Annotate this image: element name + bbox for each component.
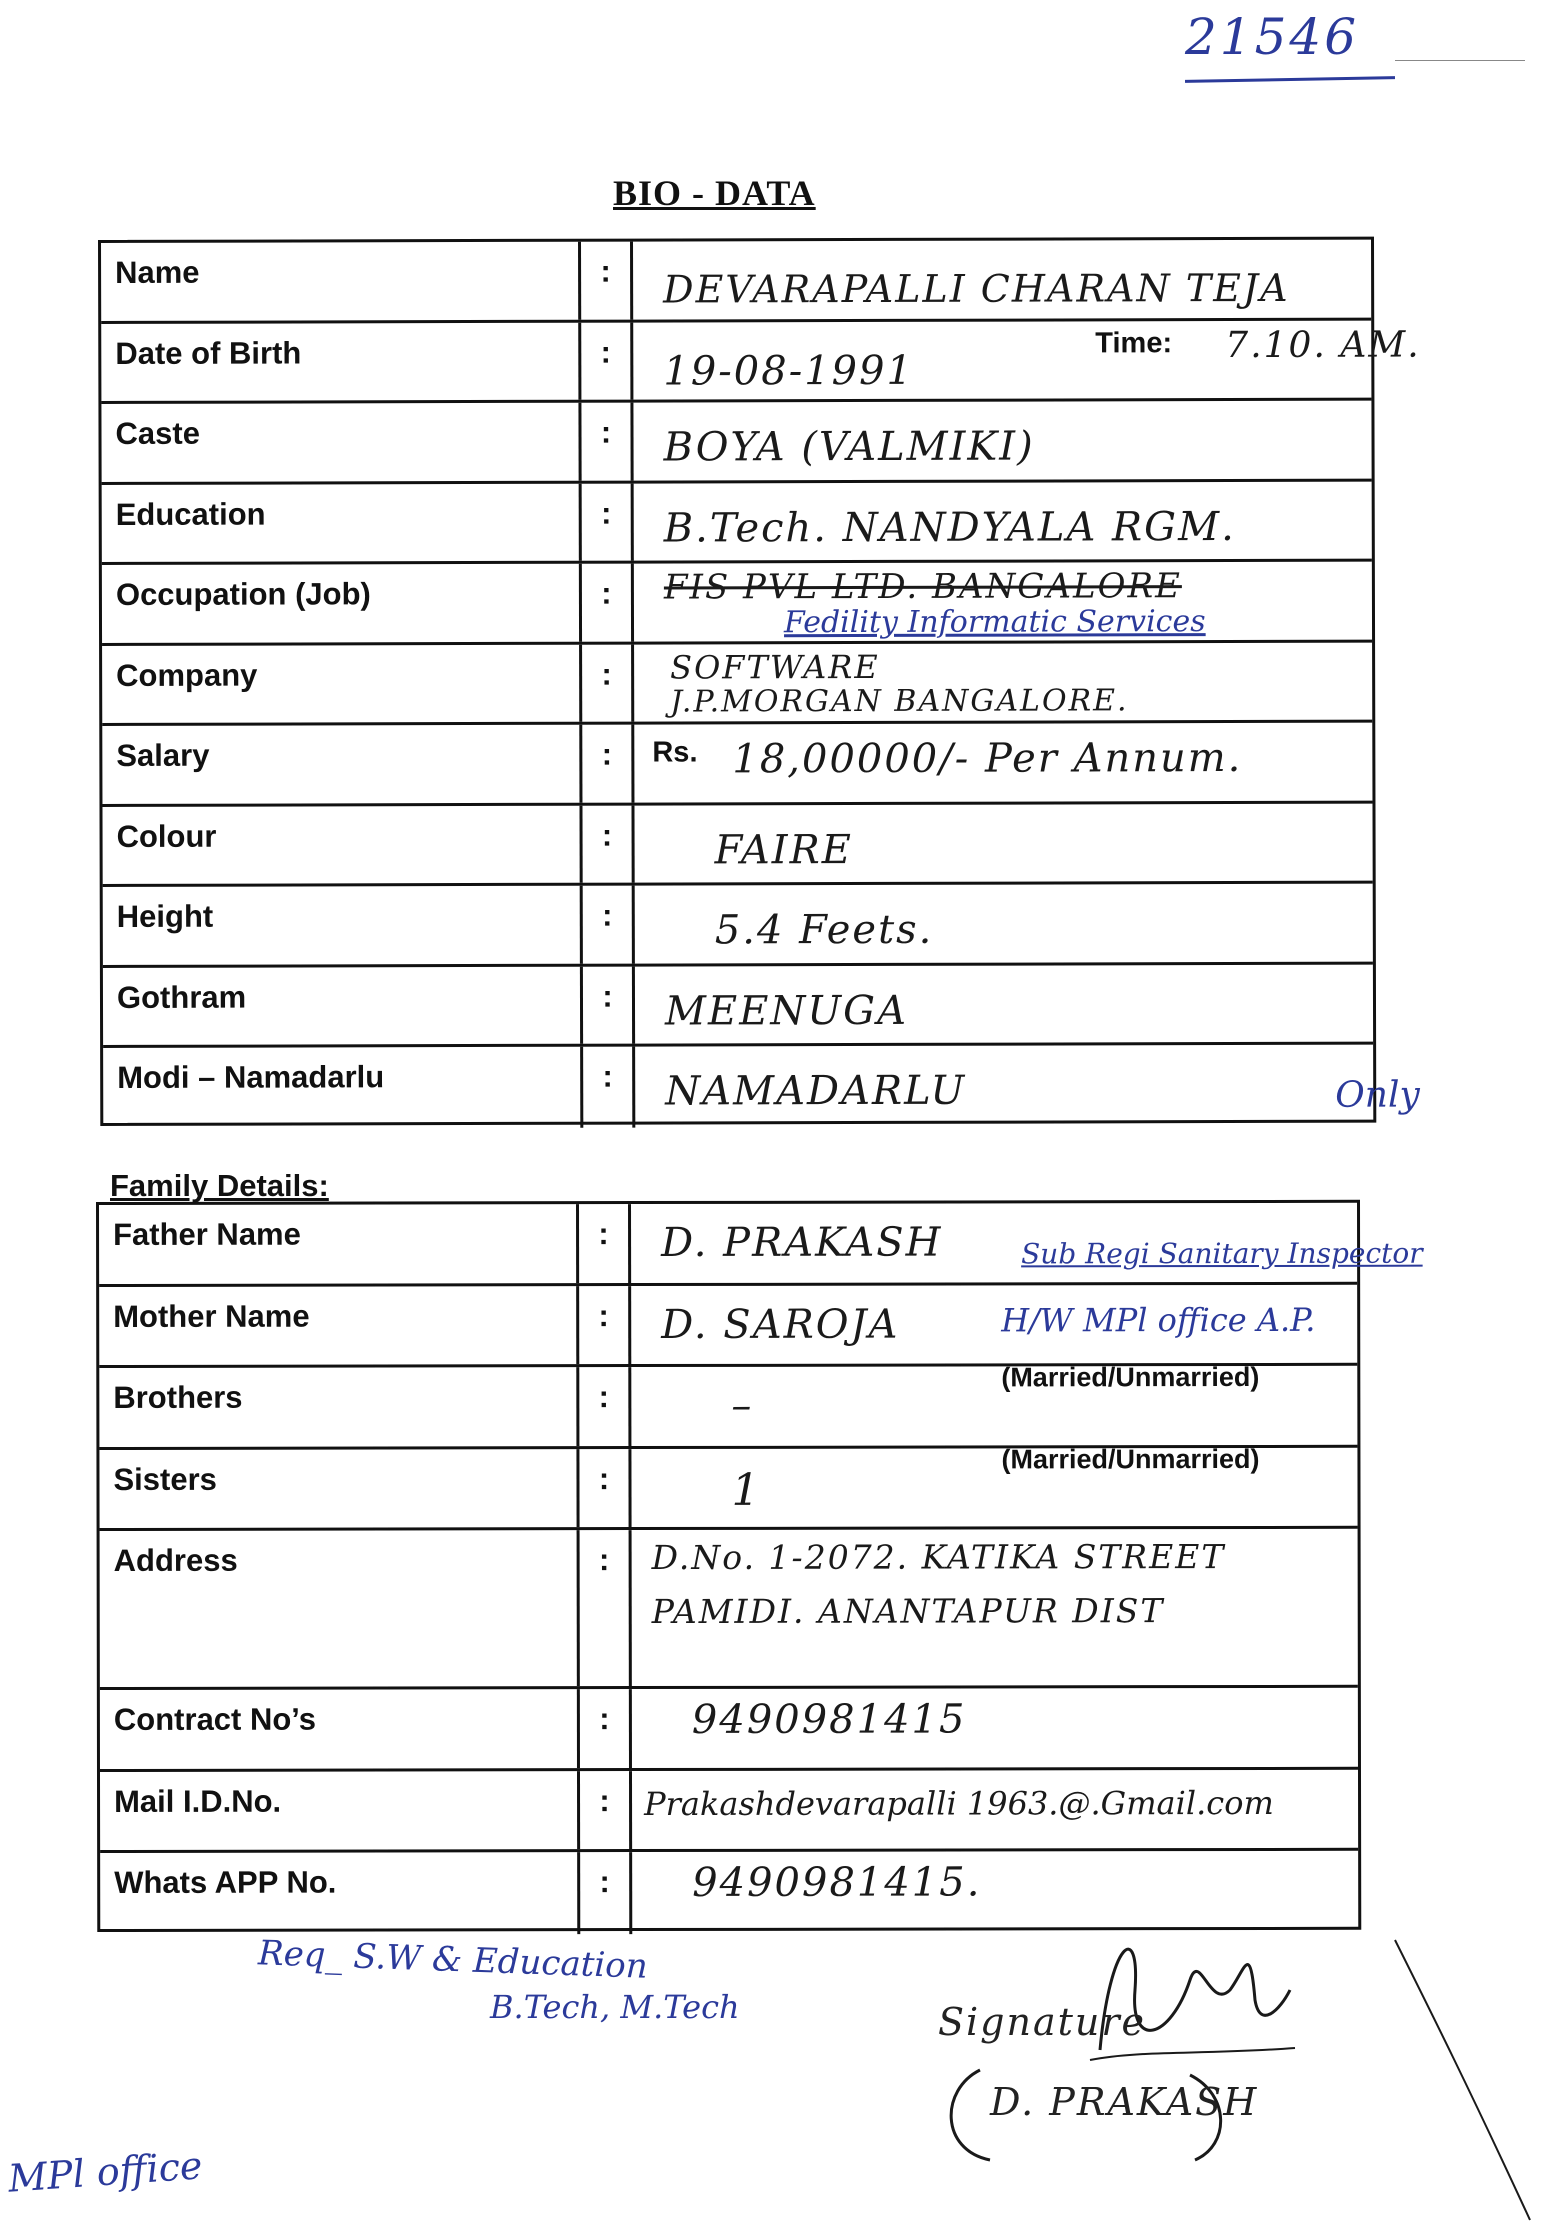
field-colon: : — [580, 1852, 632, 1934]
field-colon: : — [580, 1689, 632, 1768]
field-colon: : — [582, 805, 634, 883]
field-value-cell — [631, 1361, 1357, 1446]
bio-row-height — [103, 884, 1373, 968]
time-value: 7.10. AM. — [1225, 324, 1421, 366]
family-row-mail — [100, 1769, 1358, 1853]
field-label: Address — [100, 1530, 580, 1687]
field-label: Education — [102, 483, 582, 562]
namadarlu-note: Only — [1335, 1074, 1420, 1116]
field-label: Mail I.D.No. — [100, 1771, 580, 1850]
field-value-cell — [634, 723, 1372, 802]
field-colon: : — [582, 644, 634, 722]
mail-id-value: Prakashdevarapalli 1963.@.Gmail.com — [644, 1783, 1274, 1823]
namadarlu-value: NAMADARLU — [665, 1067, 967, 1115]
field-colon: : — [581, 403, 633, 481]
field-colon: : — [582, 564, 634, 642]
field-colon: : — [580, 1530, 632, 1686]
signatory-name: D. PRAKASH — [990, 2080, 1259, 2124]
bio-row-caste — [101, 401, 1371, 485]
field-colon: : — [581, 322, 633, 400]
field-value-cell — [634, 481, 1372, 560]
mother-occupation-note: H/W MPl office A.P. — [1001, 1300, 1316, 1339]
family-row-father — [99, 1203, 1423, 1287]
field-value-cell — [633, 401, 1371, 480]
field-value-cell — [632, 1529, 1358, 1686]
address-line-2: PAMIDI. ANANTAPUR DIST — [651, 1591, 1165, 1632]
company-value: SOFTWARE — [670, 647, 880, 687]
field-value-cell — [635, 884, 1373, 963]
father-name-value: D. PRAKASH — [661, 1219, 943, 1267]
bio-row-colour — [102, 803, 1372, 887]
field-colon: : — [582, 725, 634, 803]
field-label: Salary — [102, 725, 582, 804]
field-colon: : — [579, 1449, 631, 1528]
field-value-cell — [632, 1688, 1358, 1768]
field-label: Sisters — [99, 1449, 579, 1528]
field-value-cell — [631, 1443, 1357, 1527]
name-value: DEVARAPALLI CHARAN TEJA — [663, 265, 1290, 312]
field-value-cell — [631, 1284, 1357, 1364]
time-label: Time: — [1095, 326, 1173, 359]
field-value-cell — [634, 642, 1372, 721]
field-value-cell — [635, 964, 1373, 1043]
bio-row-name — [101, 240, 1371, 324]
serial-number: 21546 — [1185, 8, 1360, 66]
field-label: Occupation (Job) — [102, 564, 582, 643]
field-value-cell — [633, 240, 1371, 319]
signature-label: Signature — [938, 2000, 1147, 2044]
field-colon: : — [583, 966, 635, 1044]
bio-row-salary — [102, 723, 1372, 807]
field-value-cell — [631, 1203, 1423, 1283]
brothers-status: (Married/Unmarried) — [1001, 1361, 1260, 1393]
field-colon: : — [580, 1771, 632, 1850]
top-edge-rule — [1395, 60, 1525, 61]
signature-scribble — [1080, 1900, 1300, 2080]
field-colon: : — [583, 1047, 635, 1128]
brothers-value: – — [731, 1382, 754, 1429]
education-value: B.Tech. NANDYALA RGM. — [663, 503, 1236, 552]
bio-row-education — [102, 481, 1372, 565]
father-occupation-note: Sub Regi Sanitary Inspector — [1021, 1236, 1423, 1271]
field-colon: : — [581, 242, 633, 320]
company-value-line-2: J.P.MORGAN BANGALORE. — [670, 682, 1129, 720]
page-title: BIO - DATA — [613, 173, 816, 213]
family-row-address — [100, 1529, 1358, 1690]
field-label: Company — [102, 644, 582, 723]
field-label: Height — [103, 886, 583, 965]
field-colon: : — [579, 1367, 631, 1446]
bio-row-occupation — [102, 562, 1372, 646]
field-label: Modi – Namadarlu — [103, 1047, 583, 1129]
field-label: Contract No’s — [100, 1689, 580, 1768]
serial-number-underline — [1185, 76, 1395, 83]
contact-number-value: 9490981415 — [691, 1696, 967, 1743]
bio-row-gothram — [103, 964, 1373, 1048]
caste-value: BOYA (VALMIKI) — [663, 423, 1035, 471]
field-colon: : — [579, 1286, 631, 1365]
field-label: Whats APP No. — [100, 1852, 580, 1934]
whatsapp-number-value: 9490981415. — [692, 1859, 982, 1906]
occupation-value: FIS PVL LTD. BANGALORE — [663, 566, 1182, 608]
family-row-brothers — [99, 1361, 1357, 1450]
field-label: Colour — [102, 805, 582, 884]
family-row-mother — [99, 1284, 1357, 1368]
field-colon: : — [579, 1204, 631, 1283]
field-colon: : — [583, 886, 635, 964]
family-row-contact — [100, 1688, 1358, 1772]
field-colon: : — [582, 483, 634, 561]
address-line-1: D.No. 1-2072. KATIKA STREET — [651, 1537, 1226, 1578]
bio-row-modi-namadarlu — [103, 1045, 1420, 1129]
mother-name-value: D. SAROJA — [661, 1301, 900, 1348]
field-value-cell — [634, 562, 1372, 641]
height-value: 5.4 Feets. — [714, 906, 934, 954]
bio-data-table — [98, 237, 1421, 1126]
colour-value: FAIRE — [714, 826, 853, 873]
occupation-note: Fedility Informatic Services — [783, 604, 1206, 641]
field-value-cell — [632, 1769, 1358, 1849]
field-label: Name — [101, 242, 581, 321]
sisters-status: (Married/Unmarried) — [1001, 1443, 1260, 1474]
field-value-cell — [634, 803, 1372, 882]
salary-value: 18,00000/- Per Annum. — [732, 735, 1243, 783]
margin-pen-stroke — [1390, 1930, 1540, 2224]
field-label: Mother Name — [99, 1286, 579, 1365]
sisters-value: 1 — [731, 1464, 762, 1516]
field-label: Gothram — [103, 966, 583, 1045]
bio-row-date-of-birth — [101, 320, 1421, 404]
field-label: Date of Birth — [101, 322, 581, 401]
field-label: Caste — [101, 403, 581, 482]
family-row-sisters — [99, 1443, 1357, 1531]
salary-currency: Rs. — [652, 736, 698, 769]
field-label: Father Name — [99, 1204, 579, 1283]
degrees-note: B.Tech, M.Tech — [490, 1988, 740, 2026]
field-label: Brothers — [99, 1367, 579, 1446]
gothram-value: MEENUGA — [664, 987, 908, 1035]
field-value-cell — [633, 320, 1421, 399]
requirement-note: Req_ S.W & Education — [257, 1933, 649, 1987]
field-value-cell — [635, 1045, 1420, 1127]
date-of-birth-value: 19-08-1991 — [663, 347, 915, 395]
office-note: MPl office — [6, 2143, 204, 2201]
family-details-heading: Family Details: — [110, 1168, 329, 1203]
bio-row-company — [102, 642, 1372, 726]
family-details-table — [96, 1200, 1423, 1932]
